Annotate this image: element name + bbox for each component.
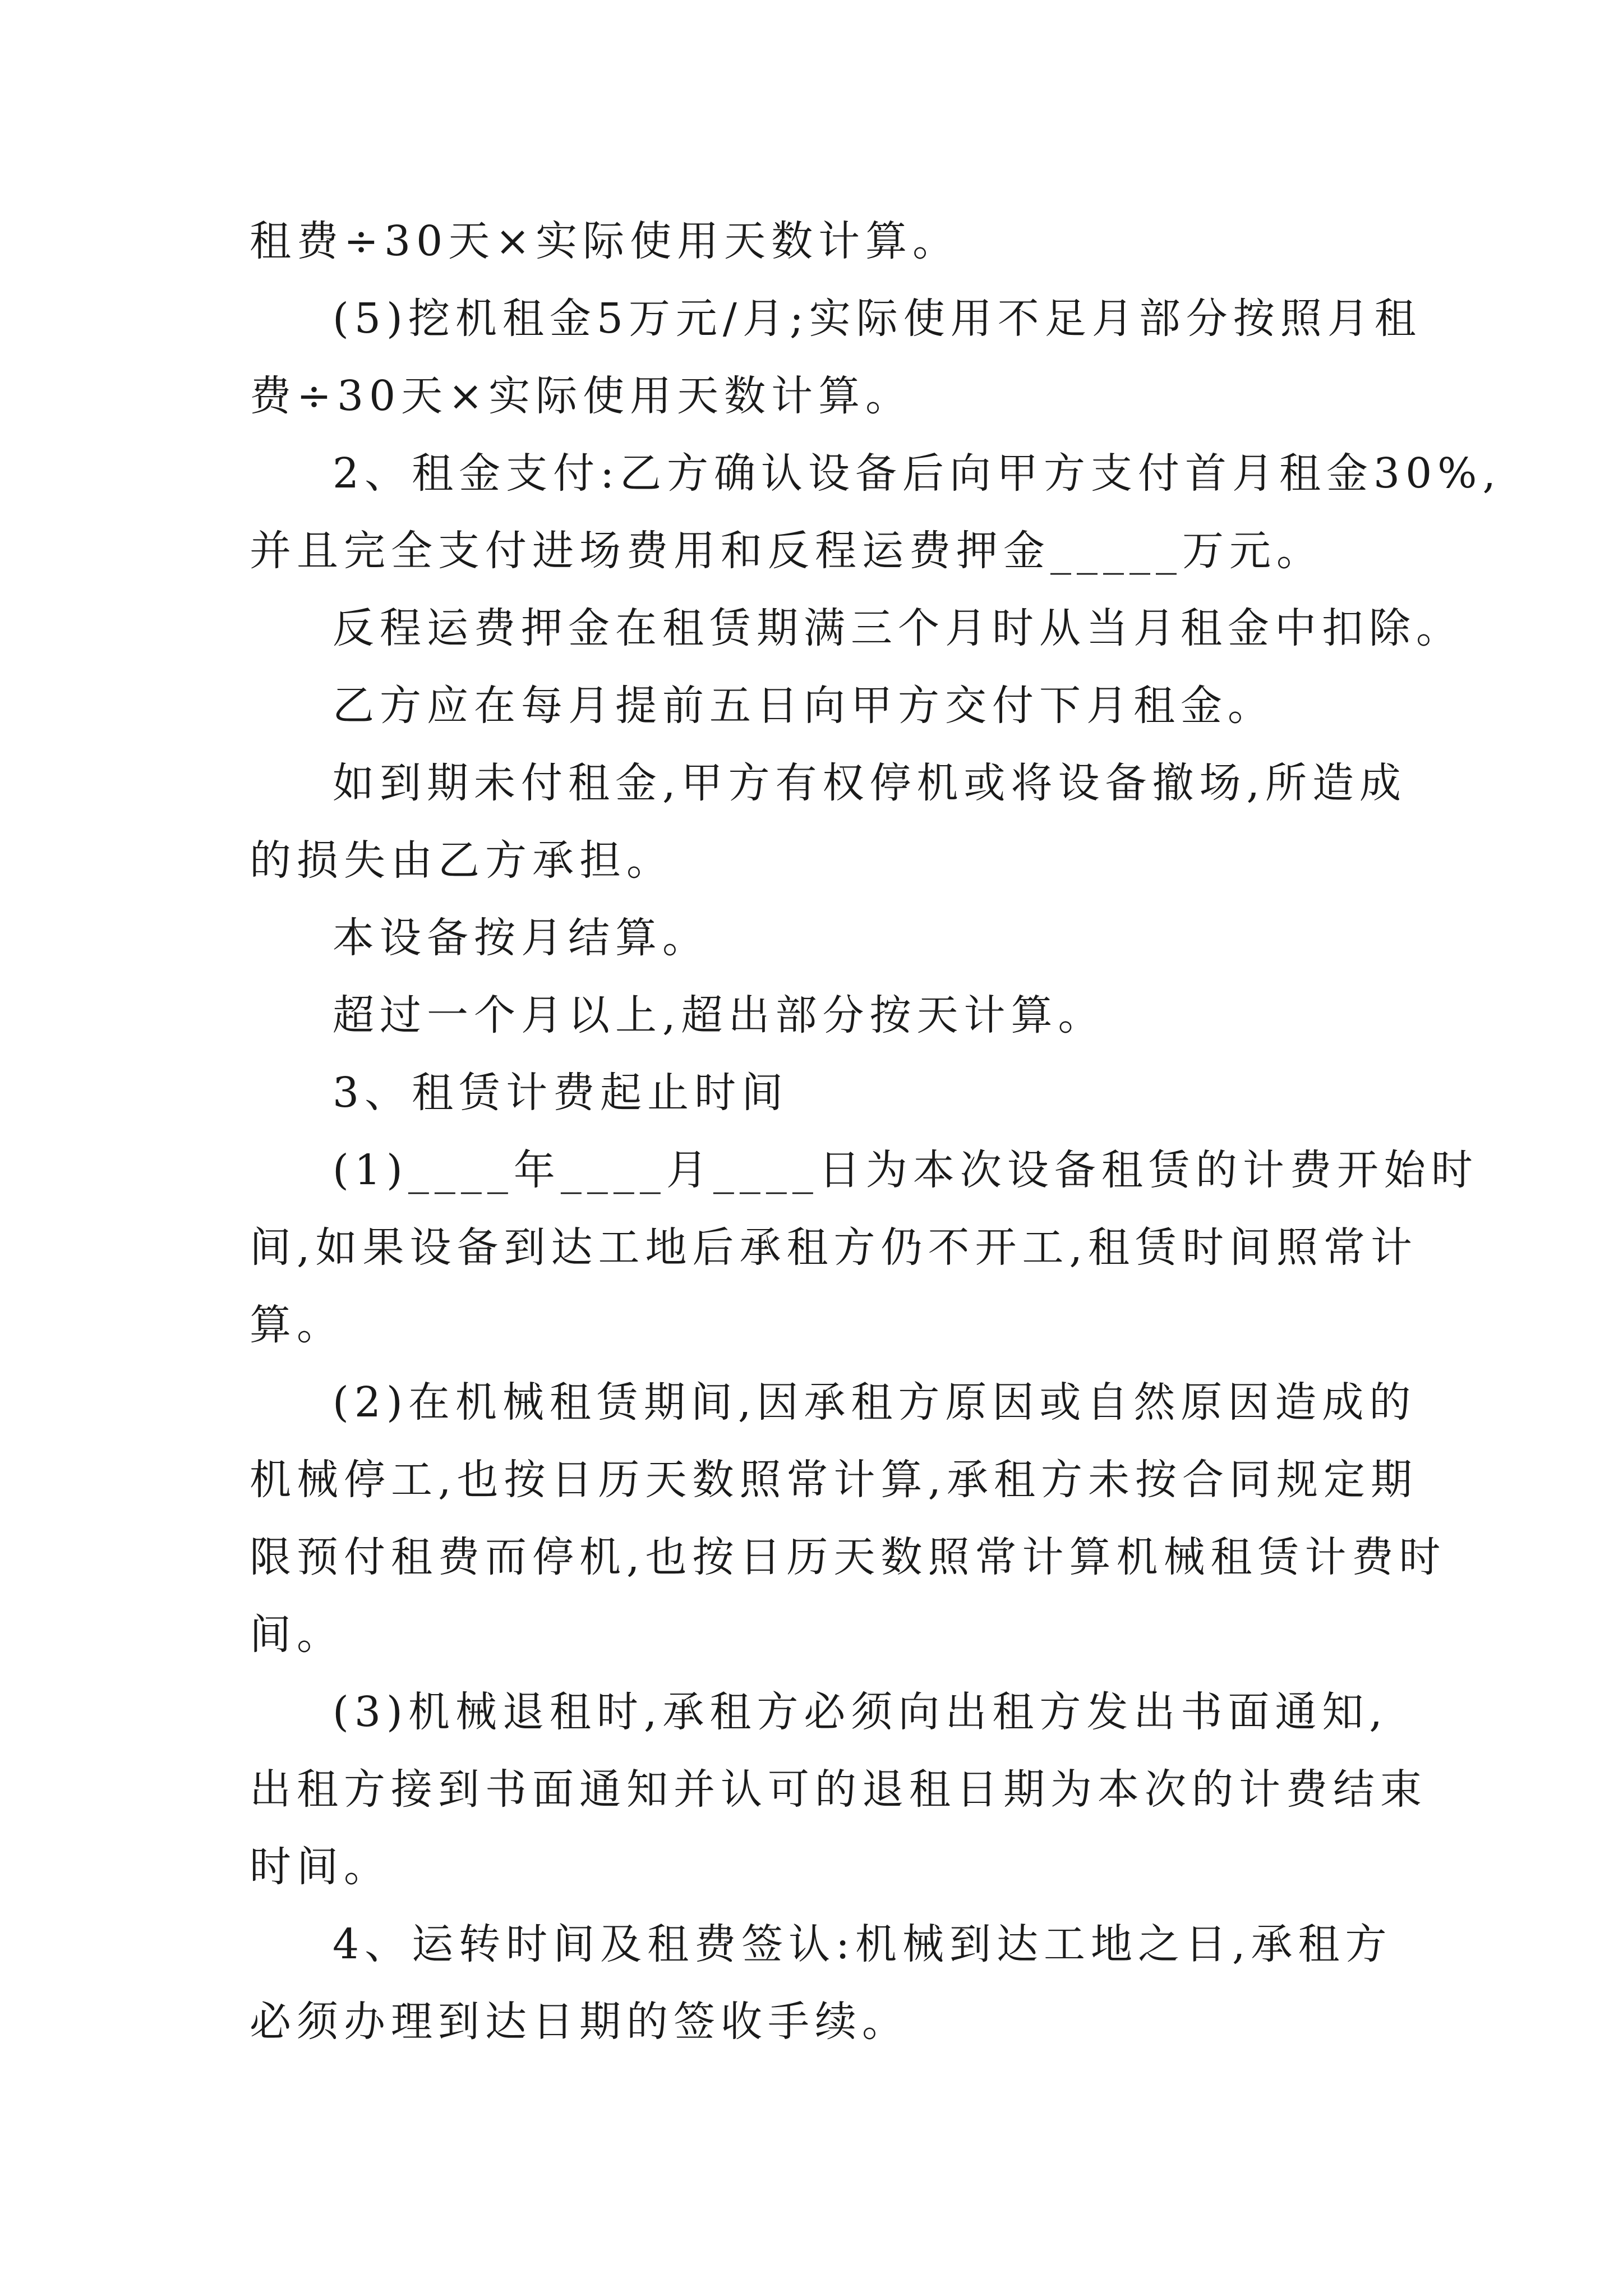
text-line: 乙方应在每月提前五日向甲方交付下月租金。 [333, 682, 1275, 730]
text-line: 必须办理到达日期的签收手续。 [250, 1998, 909, 2046]
text-line: 4、运转时间及租费签认:机械到达工地之日,承租方 [333, 1920, 1393, 1968]
text-line: 如到期未付租金,甲方有权停机或将设备撤场,所造成 [333, 759, 1407, 807]
text-line: 出租方接到书面通知并认可的退租日期为本次的计费结束 [250, 1765, 1427, 1814]
text-line: 并且完全支付进场费用和反程运费押金_____万元。 [250, 527, 1324, 575]
text-line: 超过一个月以上,超出部分按天计算。 [333, 991, 1105, 1039]
text-line: (3)机械退租时,承租方必须向出租方发出书面通知, [333, 1688, 1388, 1736]
text-line: 3、租赁计费起止时间 [333, 1069, 789, 1117]
text-line: 2、租金支付:乙方确认设备后向甲方支付首月租金30%, [333, 449, 1502, 498]
text-line: 反程运费押金在租赁期满三个月时从当月租金中扣除。 [333, 604, 1463, 652]
text-line: (5)挖机租金5万元/月;实际使用不足月部分按照月租 [333, 295, 1422, 343]
text-line: 间,如果设备到达工地后承租方仍不开工,租赁时间照常计 [250, 1223, 1418, 1272]
text-line: 租费÷30天×实际使用天数计算。 [250, 217, 960, 265]
text-line: 机械停工,也按日历天数照常计算,承租方未按合同规定期 [250, 1456, 1418, 1504]
text-line: (2)在机械租赁期间,因承租方原因或自然原因造成的 [333, 1378, 1417, 1427]
text-line: 本设备按月结算。 [333, 914, 709, 962]
text-line: 费÷30天×实际使用天数计算。 [250, 372, 913, 420]
text-line: (1)____年____月____日为本次设备租赁的计费开始时 [333, 1146, 1478, 1194]
text-line: 的损失由乙方承担。 [250, 836, 674, 885]
text-line: 时间。 [250, 1843, 391, 1891]
text-line: 算。 [250, 1301, 344, 1349]
text-line: 限预付租费而停机,也按日历天数照常计算机械租赁计费时 [250, 1533, 1446, 1581]
text-line: 间。 [250, 1611, 344, 1659]
